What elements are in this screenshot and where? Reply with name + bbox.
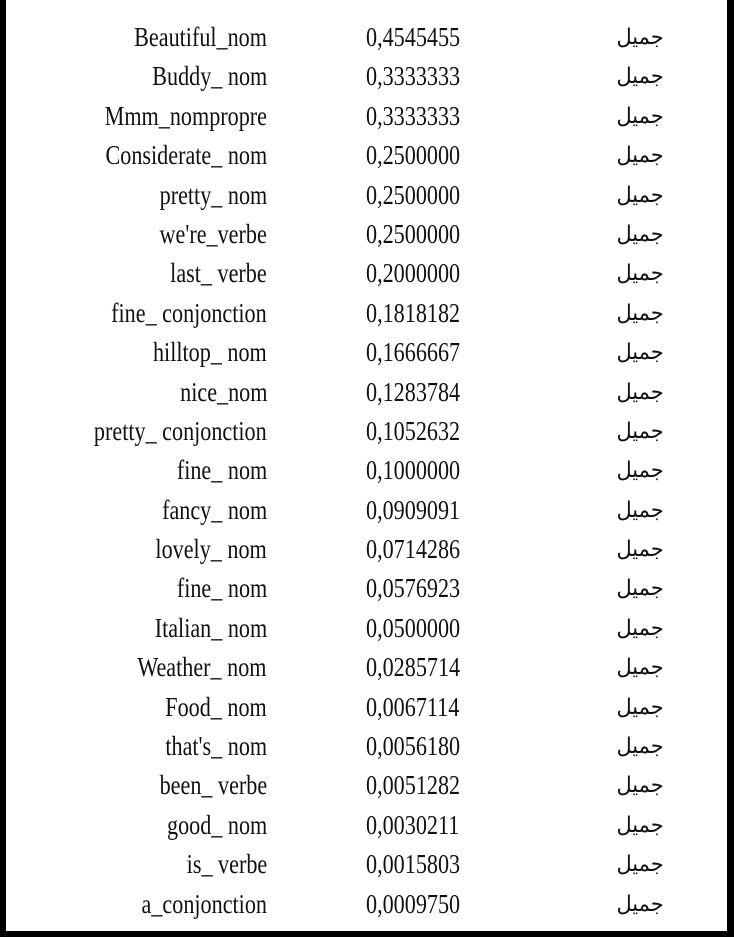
- word-cell: Beautiful_nom: [134, 22, 267, 52]
- score-cell: 0,3333333: [366, 61, 461, 92]
- score-cell: 0,0056180: [366, 731, 461, 762]
- arabic-term-cell: جميل: [616, 340, 664, 366]
- table-row: [6, 333, 727, 372]
- table-row: [6, 530, 727, 569]
- table-row: [6, 727, 727, 766]
- word-cell: pretty_ conjonction: [94, 415, 267, 446]
- arabic-term-cell: جميل: [616, 458, 664, 484]
- score-cell: 0,0714286: [366, 534, 461, 565]
- word-cell: lovely_ nom: [155, 534, 267, 565]
- word-cell: we're_verbe: [159, 218, 267, 249]
- score-cell: 0,0009750: [366, 888, 461, 919]
- arabic-term-cell: جميل: [616, 812, 664, 838]
- word-cell: nice_nom: [179, 376, 267, 407]
- score-cell: 0,1052632: [366, 415, 461, 446]
- word-cell: Buddy_ nom: [151, 61, 267, 92]
- score-cell: 0,1666667: [366, 337, 461, 368]
- arabic-term-cell: جميل: [616, 143, 664, 169]
- word-cell: fine_ nom: [176, 455, 267, 486]
- table-row: [6, 845, 727, 884]
- arabic-term-cell: جميل: [616, 103, 664, 129]
- arabic-term-cell: جميل: [616, 694, 664, 720]
- arabic-term-cell: جميل: [616, 615, 664, 641]
- word-cell: is_ verbe: [186, 849, 267, 880]
- word-cell: fine_ nom: [176, 573, 267, 604]
- word-cell: hilltop_ nom: [153, 337, 267, 368]
- table-row: [6, 57, 727, 96]
- score-cell: 0,2000000: [366, 258, 461, 289]
- score-cell: 0,1000000: [366, 455, 461, 486]
- arabic-term-cell: جميل: [616, 379, 664, 405]
- word-cell: pretty_ nom: [159, 179, 267, 210]
- table-row: [6, 766, 727, 805]
- arabic-term-cell: جميل: [616, 773, 664, 799]
- similarity-table: [6, 18, 727, 924]
- arabic-term-cell: جميل: [616, 891, 664, 917]
- score-cell: 0,0909091: [366, 494, 461, 525]
- arabic-term-cell: جميل: [616, 64, 664, 90]
- table-row: [6, 885, 727, 924]
- score-cell: 0,0576923: [366, 573, 461, 604]
- table-row: [6, 491, 727, 530]
- arabic-term-cell: جميل: [616, 25, 664, 50]
- arabic-term-cell: جميل: [616, 852, 664, 878]
- score-cell: 0,0051282: [366, 770, 461, 801]
- table-row: [6, 136, 727, 175]
- table-row: [6, 294, 727, 333]
- word-cell: Italian_ nom: [154, 612, 267, 643]
- word-cell: a_conjonction: [141, 888, 267, 919]
- score-cell: 0,0067114: [366, 691, 460, 722]
- score-cell: 0,1818182: [366, 297, 461, 328]
- table-row: [6, 806, 727, 845]
- table-row: [6, 215, 727, 254]
- table-row: [6, 18, 727, 57]
- score-cell: 0,0500000: [366, 612, 461, 643]
- score-cell: 0,1283784: [366, 376, 461, 407]
- table-row: [6, 254, 727, 293]
- arabic-term-cell: جميل: [616, 300, 664, 326]
- arabic-term-cell: جميل: [616, 655, 664, 681]
- table-row: [6, 648, 727, 687]
- arabic-term-cell: جميل: [616, 734, 664, 760]
- score-cell: 0,3333333: [366, 100, 461, 131]
- word-cell: Food_ nom: [165, 691, 267, 722]
- word-cell: fancy_ nom: [161, 494, 267, 525]
- arabic-term-cell: جميل: [616, 261, 664, 287]
- word-cell: last_ verbe: [170, 258, 267, 289]
- word-cell: that's_ nom: [165, 731, 267, 762]
- table-row: [6, 373, 727, 412]
- word-cell: fine_ conjonction: [111, 297, 267, 328]
- word-cell: good_ nom: [166, 809, 267, 840]
- score-cell: 0,0015803: [366, 849, 461, 880]
- score-cell: 0,4545455: [366, 22, 461, 52]
- score-cell: 0,2500000: [366, 218, 461, 249]
- arabic-term-cell: جميل: [616, 418, 664, 444]
- word-cell: Weather_ nom: [137, 652, 267, 683]
- table-row: [6, 569, 727, 608]
- arabic-term-cell: جميل: [616, 182, 664, 208]
- table-row: [6, 412, 727, 451]
- arabic-term-cell: جميل: [616, 497, 664, 523]
- table-row: [6, 451, 727, 490]
- score-cell: 0,0030211: [366, 809, 460, 840]
- table-row: [6, 97, 727, 136]
- word-cell: been_ verbe: [159, 770, 267, 801]
- score-cell: 0,2500000: [366, 140, 461, 171]
- arabic-term-cell: جميل: [616, 576, 664, 602]
- table-row: [6, 688, 727, 727]
- arabic-term-cell: جميل: [616, 221, 664, 247]
- score-cell: 0,2500000: [366, 179, 461, 210]
- word-cell: Mmm_nompropre: [104, 100, 267, 131]
- arabic-term-cell: جميل: [616, 537, 664, 563]
- word-cell: Considerate_ nom: [105, 140, 267, 171]
- score-cell: 0,0285714: [366, 652, 461, 683]
- table-row: [6, 609, 727, 648]
- table-row: [6, 176, 727, 215]
